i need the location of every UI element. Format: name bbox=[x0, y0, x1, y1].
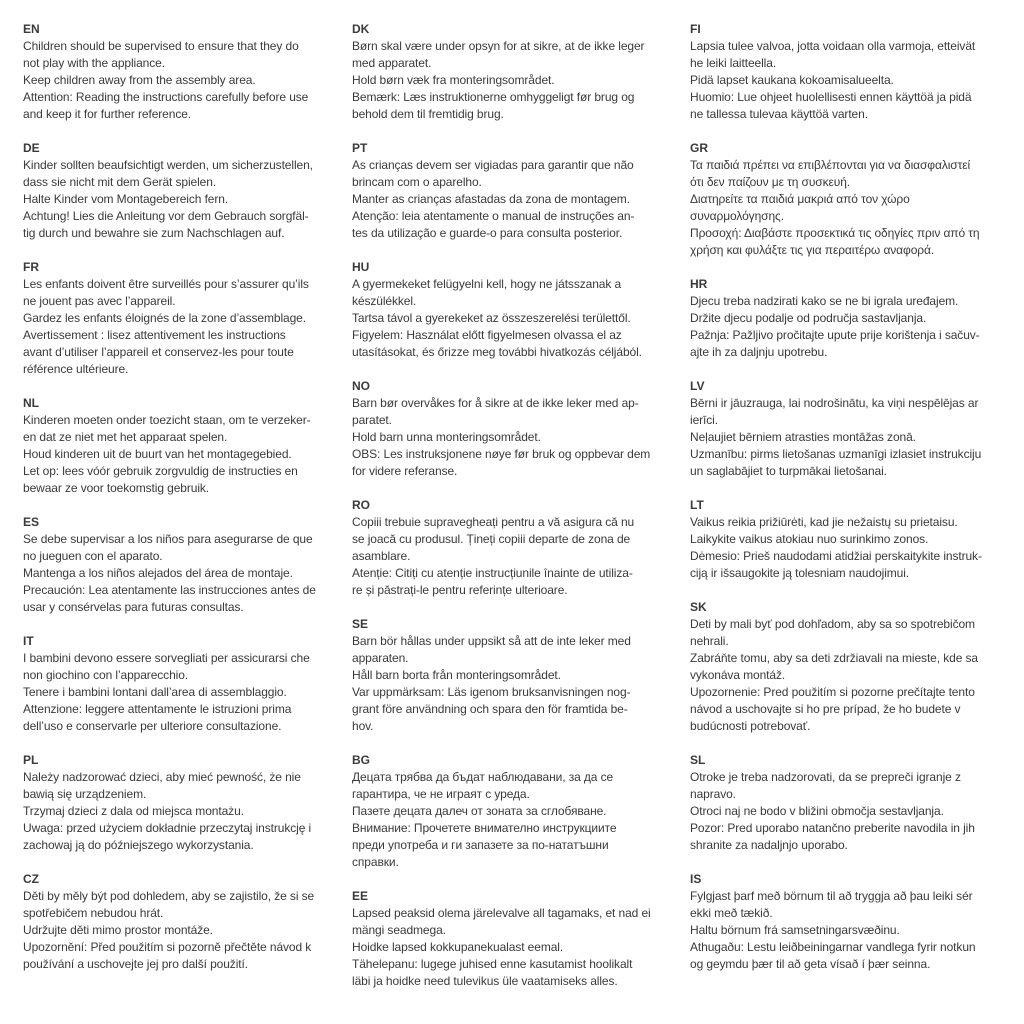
instruction-line: As crianças devem ser vigiadas para garantir que não bbox=[352, 158, 634, 172]
language-code-heading: EN bbox=[23, 22, 40, 36]
language-section-bg bbox=[352, 752, 674, 871]
instruction-line: Lapsed peaksid olema järelevalve all tagamaks, et nad ei bbox=[352, 906, 651, 920]
language-section-lv bbox=[690, 378, 1012, 480]
language-code-heading: DK bbox=[352, 22, 370, 36]
instruction-line: Τα παιδιά πρέπει να επιβλέπονται για να διασφαλιστεί bbox=[690, 158, 971, 172]
instruction-line: dell’uso e conservarle per ulteriore consultazione. bbox=[23, 719, 282, 733]
instruction-line: Halte Kinder vom Montagebereich fern. bbox=[23, 192, 229, 206]
language-section-fr bbox=[23, 259, 345, 378]
language-code-heading: NL bbox=[23, 396, 39, 410]
language-section-it bbox=[23, 633, 345, 735]
language-section-sl bbox=[690, 752, 1012, 854]
instruction-line: I bambini devono essere sorvegliati per assicurarsi che bbox=[23, 651, 310, 665]
language-code-heading: HU bbox=[352, 260, 370, 274]
instruction-line: χρήση και φυλάξτε τις για περαιτέρω αναφορά. bbox=[690, 243, 935, 257]
instruction-line: he leiki laitteella. bbox=[690, 56, 777, 70]
instruction-line: návod a uschovajte si ho pre prípad, že ho budete v bbox=[690, 702, 961, 716]
language-code-heading: PL bbox=[23, 753, 39, 767]
language-code-heading: LT bbox=[690, 498, 704, 512]
language-code-heading: NO bbox=[352, 379, 370, 393]
language-code-heading: DE bbox=[23, 141, 40, 155]
instruction-line: Upozornenie: Pred použitím si pozorne prečítajte tento bbox=[690, 685, 975, 699]
instruction-line: Avertissement : lisez attentivement les instructions bbox=[23, 328, 286, 342]
instruction-line: Manter as crianças afastadas da zona de montagem. bbox=[352, 192, 630, 206]
instruction-line: vykonáva montáž. bbox=[690, 668, 786, 682]
instruction-line: zachowaj ją do późniejszego wykorzystania. bbox=[23, 838, 254, 852]
language-section-dk bbox=[352, 21, 674, 123]
instruction-line: ne jouent pas avec l’appareil. bbox=[23, 294, 176, 308]
instruction-line: Διατηρείτε τα παιδιά μακριά από τον χώρο bbox=[690, 192, 910, 206]
instruction-line: behold dem til fremtidig brug. bbox=[352, 107, 504, 121]
language-code-heading: SK bbox=[690, 600, 707, 614]
instruction-line: Pažnja: Pažljivo pročitajte upute prije korištenja i sačuv- bbox=[690, 328, 980, 342]
instruction-line: apparaten. bbox=[352, 651, 409, 665]
instruction-line: συναρμολόγησης. bbox=[690, 209, 784, 223]
instruction-line: Децата трябва да бъдат наблюдавани, за да се bbox=[352, 770, 614, 784]
instruction-line: ciją ir išsaugokite ją tolesniam naudojimui. bbox=[690, 566, 910, 580]
instruction-line: Προσοχή: Διαβάστε προσεκτικά τις οδηγίες πριν από τη bbox=[690, 226, 980, 240]
instruction-line: Hold barn unna monteringsområdet. bbox=[352, 430, 541, 444]
instruction-line: bewaar ze voor toekomstig gebruik. bbox=[23, 481, 210, 495]
instruction-line: Barn bør overvåkes for å sikre at de ikke leker med ap- bbox=[352, 396, 639, 410]
instruction-line: Barn bör hållas under uppsikt så att de inte leker med bbox=[352, 634, 631, 648]
instruction-line: Atenție: Citiți cu atenție instrucțiunile înainte de utiliza- bbox=[352, 566, 633, 580]
instruction-line: non giochino con l’apparecchio. bbox=[23, 668, 189, 682]
instruction-line: avant d’utiliser l’appareil et conservez-les pour toute bbox=[23, 345, 294, 359]
language-code-heading: CZ bbox=[23, 872, 39, 886]
language-code-heading: SE bbox=[352, 617, 369, 631]
instruction-line: re și păstrați-le pentru referințe ulterioare. bbox=[352, 583, 568, 597]
instruction-line: läbi ja hoidke need tulevikus üle vaatamiseks alles. bbox=[352, 974, 618, 988]
instruction-line: Mantenga a los niños alejados del área de montaje. bbox=[23, 566, 293, 580]
language-section-lt bbox=[690, 497, 1012, 582]
instruction-line: Držite djecu podalje od područja sastavljanja. bbox=[690, 311, 927, 325]
instruction-line: grant före användning och spara den för framtida be- bbox=[352, 702, 628, 716]
column-2 bbox=[352, 21, 674, 1007]
language-code-heading: IS bbox=[690, 872, 702, 886]
instruction-line: A gyermekeket felügyelni kell, hogy ne játsszanak a bbox=[352, 277, 622, 291]
instruction-line: Athugaðu: Lestu leiðbeiningarnar vandlega fyrir notkun bbox=[690, 940, 976, 954]
instruction-line: Haltu börnum frá samsetningarsvæðinu. bbox=[690, 923, 900, 937]
instruction-line: Var uppmärksam: Läs igenom bruksanvisningen nog- bbox=[352, 685, 631, 699]
instruction-line: používání a uschovejte jej pro další použití. bbox=[23, 957, 248, 971]
instruction-line: Attention: Reading the instructions carefully before use bbox=[23, 90, 309, 104]
language-code-heading: GR bbox=[690, 141, 708, 155]
instruction-line: Djecu treba nadzirati kako se ne bi igrala uređajem. bbox=[690, 294, 959, 308]
instruction-line: Kinder sollten beaufsichtigt werden, um sicherzustellen, bbox=[23, 158, 313, 172]
instruction-line: Copiii trebuie supravegheați pentru a vă asigura că nu bbox=[352, 515, 635, 529]
instruction-line: ne tallessa tulevaa käyttöä varten. bbox=[690, 107, 868, 121]
instruction-line: Upozornění: Před použitím si pozorně přečtěte návod k bbox=[23, 940, 312, 954]
instruction-line: for videre referanse. bbox=[352, 464, 458, 478]
instruction-line: dass sie nicht mit dem Gerät spielen. bbox=[23, 175, 217, 189]
instruction-line: Hold børn væk fra monteringsområdet. bbox=[352, 73, 555, 87]
instruction-line: og geymdu þær til að geta vísað í þær seinna. bbox=[690, 957, 931, 971]
language-section-se bbox=[352, 616, 674, 735]
instruction-line: справки. bbox=[352, 855, 399, 869]
instruction-line: Atenção: leia atentamente o manual de instruções an- bbox=[352, 209, 635, 223]
instruction-line: spotřebičem nebudou hrát. bbox=[23, 906, 164, 920]
instruction-line: Fylgjast þarf með börnum til að tryggja að þau leiki sér bbox=[690, 889, 973, 903]
instruction-line: Внимание: Прочетете внимателно инструкциите bbox=[352, 821, 617, 835]
instruction-line: Dėmesio: Prieš naudodami atidžiai perskaitykite instruk- bbox=[690, 549, 982, 563]
instruction-line: Należy nadzorować dzieci, aby mieć pewność, że nie bbox=[23, 770, 301, 784]
instruction-line: Vaikus reikia prižiūrėti, kad jie nežaistų su prietaisu. bbox=[690, 515, 958, 529]
instruction-line: asamblare. bbox=[352, 549, 411, 563]
instruction-line: Lapsia tulee valvoa, jotta voidaan olla varmoja, etteivät bbox=[690, 39, 976, 53]
instruction-line: Huomio: Lue ohjeet huolellisesti ennen käyttöä ja pidä bbox=[690, 90, 972, 104]
instruction-line: преди употреба и ги запазете за по-нататъшни bbox=[352, 838, 609, 852]
instruction-line: tig durch und bewahre sie zum Nachschlagen auf. bbox=[23, 226, 285, 240]
language-section-no bbox=[352, 378, 674, 480]
language-section-en bbox=[23, 21, 345, 123]
language-section-de bbox=[23, 140, 345, 242]
instruction-line: készülékkel. bbox=[352, 294, 417, 308]
language-section-fi bbox=[690, 21, 1012, 123]
instruction-line: se joacă cu produsul. Țineți copiii departe de zona de bbox=[352, 532, 631, 546]
language-code-heading: IT bbox=[23, 634, 34, 648]
instruction-line: and keep it for further reference. bbox=[23, 107, 192, 121]
language-code-heading: HR bbox=[690, 277, 708, 291]
instruction-line: Bemærk: Læs instruktionerne omhyggeligt før brug og bbox=[352, 90, 635, 104]
column-3 bbox=[690, 21, 1012, 990]
instruction-line: OBS: Les instruksjonene nøye før bruk og oppbevar dem bbox=[352, 447, 651, 461]
language-section-nl bbox=[23, 395, 345, 497]
instruction-line: Tartsa távol a gyerekeket az összeszerelési területtől. bbox=[352, 311, 631, 325]
instruction-line: Houd kinderen uit de buurt van het montagegebied. bbox=[23, 447, 292, 461]
instruction-line: usar y consérvelas para futuras consultas. bbox=[23, 600, 244, 614]
language-section-is bbox=[690, 871, 1012, 973]
instruction-line: Gardez les enfants éloignés de la zone d’assemblage. bbox=[23, 311, 306, 325]
language-section-gr bbox=[690, 140, 1012, 259]
instruction-line: Děti by měly být pod dohledem, aby se zajistilo, že si se bbox=[23, 889, 315, 903]
language-code-heading: LV bbox=[690, 379, 705, 393]
instruction-line: гарантира, че не играят с уреда. bbox=[352, 787, 530, 801]
instruction-line: Keep children away from the assembly area. bbox=[23, 73, 256, 87]
instruction-line: Zabráňte tomu, aby sa deti zdržiavali na mieste, kde sa bbox=[690, 651, 978, 665]
instruction-line: Uwaga: przed użyciem dokładnie przeczytaj instrukcję i bbox=[23, 821, 312, 835]
instruction-line: Udržujte děti mimo prostor montáže. bbox=[23, 923, 213, 937]
language-section-es bbox=[23, 514, 345, 616]
instruction-line: nehrali. bbox=[690, 634, 729, 648]
instruction-line: Attenzione: leggere attentamente le istruzioni prima bbox=[23, 702, 292, 716]
instruction-line: Uzmanību: pirms lietošanas uzmanīgi izlasiet instrukciju bbox=[690, 447, 982, 461]
instruction-line: ekki með tækið. bbox=[690, 906, 773, 920]
instruction-line: med apparatet. bbox=[352, 56, 432, 70]
instruction-line: Trzymaj dzieci z dala od miejsca montażu. bbox=[23, 804, 244, 818]
instruction-line: ajte ih za daljnju upotrebu. bbox=[690, 345, 828, 359]
language-code-heading: FR bbox=[23, 260, 39, 274]
instruction-line: Пазете децата далеч от зоната за сглобяване. bbox=[352, 804, 607, 818]
instruction-line: référence ultérieure. bbox=[23, 362, 129, 376]
instruction-line: Achtung! Lies die Anleitung vor dem Gebrauch sorgfäl- bbox=[23, 209, 309, 223]
language-code-heading: EE bbox=[352, 889, 369, 903]
instruction-line: tes da utilização e guarde-o para consulta posterior. bbox=[352, 226, 623, 240]
language-section-sk bbox=[690, 599, 1012, 735]
language-code-heading: ES bbox=[23, 515, 40, 529]
language-code-heading: BG bbox=[352, 753, 370, 767]
instruction-line: napravo. bbox=[690, 787, 736, 801]
instruction-line: mängi seadmega. bbox=[352, 923, 446, 937]
instruction-line: budúcnosti potrebovať. bbox=[690, 719, 811, 733]
instruction-line: Otroci naj ne bodo v bližini območja sestavljanja. bbox=[690, 804, 944, 818]
instruction-line: Tähelepanu: lugege juhised enne kasutamist hoolikalt bbox=[352, 957, 633, 971]
instruction-line: un saglabājiet to turpmākai lietošanai. bbox=[690, 464, 887, 478]
instruction-line: en dat ze niet met het apparaat spelen. bbox=[23, 430, 228, 444]
column-1 bbox=[23, 21, 345, 990]
language-code-heading: FI bbox=[690, 22, 701, 36]
instruction-line: Figyelem: Használat előtt figyelmesen olvassa el az bbox=[352, 328, 622, 342]
instruction-line: Children should be supervised to ensure that they do bbox=[23, 39, 299, 53]
instruction-line: no jueguen con el aparato. bbox=[23, 549, 163, 563]
instruction-line: Se debe supervisar a los niños para asegurarse de que bbox=[23, 532, 313, 546]
language-section-pt bbox=[352, 140, 674, 242]
language-section-hr bbox=[690, 276, 1012, 361]
instruction-line: Tenere i bambini lontani dall’area di assemblaggio. bbox=[23, 685, 287, 699]
instruction-line: not play with the appliance. bbox=[23, 56, 165, 70]
instruction-line: utasításokat, és őrizze meg további hivatkozás céljából. bbox=[352, 345, 642, 359]
instruction-line: Les enfants doivent être surveillés pour s’assurer qu’ils bbox=[23, 277, 309, 291]
instruction-line: bawią się urządzeniem. bbox=[23, 787, 147, 801]
instruction-line: shranite za nadaljnjo uporabo. bbox=[690, 838, 848, 852]
instruction-line: ότι δεν παίζουν με τη συσκευή. bbox=[690, 175, 851, 189]
instruction-line: Otroke je treba nadzorovati, da se prepreči igranje z bbox=[690, 770, 961, 784]
instruction-line: Hoidke lapsed kokkupanekualast eemal. bbox=[352, 940, 564, 954]
instruction-line: ierīci. bbox=[690, 413, 718, 427]
instruction-line: Deti by mali byť pod dohľadom, aby sa so spotrebičom bbox=[690, 617, 975, 631]
instruction-line: paratet. bbox=[352, 413, 392, 427]
language-code-heading: RO bbox=[352, 498, 370, 512]
instruction-line: Bērni ir jāuzrauga, lai nodrošinātu, ka viņi nespēlējas ar bbox=[690, 396, 979, 410]
language-section-hu bbox=[352, 259, 674, 361]
instruction-line: Pidä lapset kaukana kokoamisalueelta. bbox=[690, 73, 894, 87]
instruction-line: brincam com o aparelho. bbox=[352, 175, 482, 189]
instruction-line: Let op: lees vóór gebruik zorgvuldig de instructies en bbox=[23, 464, 298, 478]
instruction-line: Neļaujiet bērniem atrasties montāžas zonā. bbox=[690, 430, 916, 444]
language-section-cz bbox=[23, 871, 345, 973]
instruction-line: Pozor: Pred uporabo natančno preberite navodila in jih bbox=[690, 821, 975, 835]
language-section-ro bbox=[352, 497, 674, 599]
language-section-ee bbox=[352, 888, 674, 990]
instruction-line: Kinderen moeten onder toezicht staan, om te verzeker- bbox=[23, 413, 311, 427]
instruction-line: Håll barn borta från monteringsområdet. bbox=[352, 668, 561, 682]
instruction-line: Børn skal være under opsyn for at sikre, at de ikke leger bbox=[352, 39, 645, 53]
instruction-line: hov. bbox=[352, 719, 374, 733]
instruction-line: Precaución: Lea atentamente las instrucciones antes de bbox=[23, 583, 316, 597]
language-section-pl bbox=[23, 752, 345, 854]
language-code-heading: PT bbox=[352, 141, 368, 155]
language-code-heading: SL bbox=[690, 753, 706, 767]
instruction-line: Laikykite vaikus atokiau nuo surinkimo zonos. bbox=[690, 532, 929, 546]
